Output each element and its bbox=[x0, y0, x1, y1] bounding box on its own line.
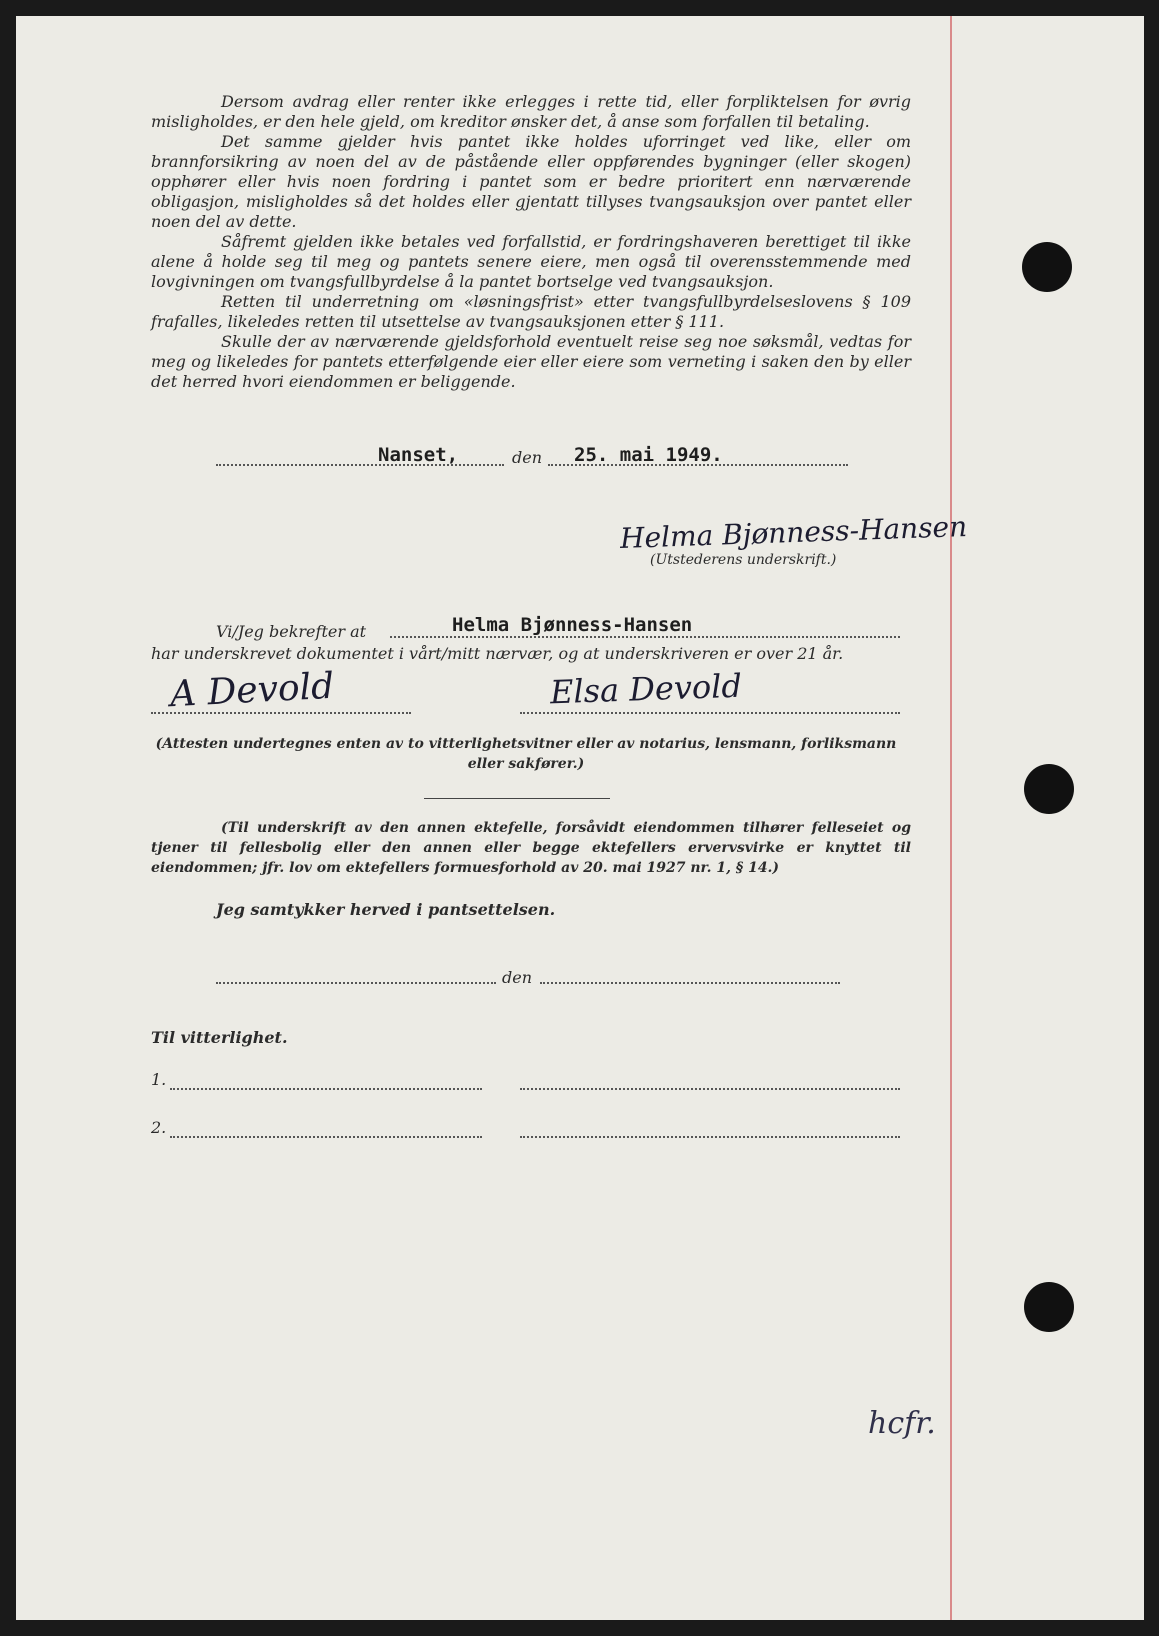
witness-prefix: Vi/Jeg bekrefter at bbox=[216, 622, 367, 641]
spouse-date-dotted-line bbox=[540, 982, 840, 984]
witness-note: (Attesten undertegnes enten av to vitterlighetsvitner eller av notarius, lensmann, forliksmann eller sakfører.) bbox=[155, 736, 897, 772]
date-value: 25. mai 1949. bbox=[574, 444, 723, 466]
witness-line-1a bbox=[170, 1088, 482, 1090]
terms-paragraph: Dersom avdrag eller renter ikke erlegges i rette tid, eller forpliktelsen for øvrig misligholdes, er den hele gjeld, om kreditor ønsker det, å anse som forfallen til betaling. bbox=[151, 92, 911, 131]
witness-line-2b bbox=[520, 1136, 900, 1138]
witness-line-2-number: 2. bbox=[151, 1118, 167, 1137]
witnesses-title: Til vitterlighet. bbox=[151, 1028, 288, 1047]
place-dotted-line bbox=[216, 464, 504, 466]
punch-hole-top bbox=[1022, 242, 1072, 292]
document-page bbox=[16, 16, 1144, 1620]
witness-line-2a bbox=[170, 1136, 482, 1138]
terms-block bbox=[151, 92, 911, 392]
terms-paragraph: Såfremt gjelden ikke betales ved forfallstid, er fordringshaveren berettiget til ikke alene å holde seg til meg og pantets senere eiere, men også til overensstemmende med lovgivningen om tvangsfullbyrdelse å la pantet bortselge ved tvangsauksjon. bbox=[151, 232, 911, 291]
section-divider bbox=[424, 798, 610, 799]
terms-paragraph: Skulle der av nærværende gjeldsforhold eventuelt reise seg noe søksmål, vedtas for meg og likeledes for pantets etterfølgende eier eller eiere som verneting i saken den by eller det herred hvori eiendommen er beliggende. bbox=[151, 332, 911, 391]
witness-name-value: Helma Bjønness-Hansen bbox=[452, 614, 693, 636]
witness-line-1-number: 1. bbox=[151, 1070, 167, 1089]
place-den-label: den bbox=[512, 448, 543, 467]
terms-paragraph: Det samme gjelder hvis pantet ikke holdes uforringet ved like, eller om brannforsikring av noen del av de påstående eller oppførendes bygninger (eller skogen) opphører eller hvis noen fordring i pantet som er bedre prioritert enn nærværende obligasjon, misligholdes så det holdes eller gjentatt tillyses tvangsauksjon over pantet eller noen del av dette. bbox=[151, 132, 911, 231]
issuer-signature-caption: (Utstederens underskrift.) bbox=[650, 552, 837, 568]
margin-initials: hcfr. bbox=[868, 1406, 936, 1441]
witness-signature-line-2 bbox=[520, 712, 900, 714]
bleed-through-text bbox=[205, 1136, 346, 1178]
terms-paragraph: Retten til underretning om «løsningsfrist» etter tvangsfullbyrdelseslovens § 109 frafalles, likeledes retten til utsettelse av tvangsauksjonen etter § 111. bbox=[151, 292, 911, 331]
spouse-consent: Jeg samtykker herved i pantsettelsen. bbox=[216, 900, 556, 919]
punch-hole-middle bbox=[1024, 764, 1074, 814]
witness-name-dotted-line bbox=[390, 636, 900, 638]
witness-signature-1: A Devold bbox=[169, 665, 336, 716]
witness-signature-2: Elsa Devold bbox=[549, 666, 743, 712]
red-margin-line bbox=[950, 16, 952, 1620]
spouse-den-label: den bbox=[502, 968, 533, 987]
punch-hole-bottom bbox=[1024, 1282, 1074, 1332]
witness-statement: har underskrevet dokumentet i vårt/mitt nærvær, og at underskriveren er over 21 år. bbox=[151, 644, 844, 663]
spouse-note: (Til underskrift av den annen ektefelle, forsåvidt eiendommen tilhører felleseiet og tjener til fellesbolig eller den annen eller begge ektefellers ervervsvirke er knyttet til eiendommen; jfr. lov om ektefellers formuesforhold av 20. mai 1927 nr. 1, § 14.) bbox=[151, 820, 911, 876]
spouse-place-dotted-line bbox=[216, 982, 496, 984]
place-value: Nanset, bbox=[378, 444, 459, 466]
issuer-signature: Helma Bjønness-Hansen bbox=[619, 509, 968, 556]
witness-line-1b bbox=[520, 1088, 900, 1090]
